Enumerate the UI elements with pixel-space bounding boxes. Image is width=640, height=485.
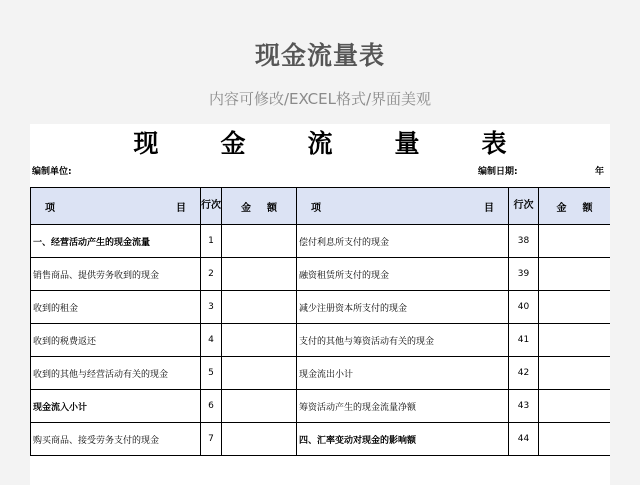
sheet-title-text: 现金流量表 — [133, 129, 569, 158]
cell-right-item[interactable]: 融资租赁所支付的现金 — [297, 258, 509, 291]
table-row — [31, 225, 611, 258]
cell-right-amount[interactable] — [539, 423, 611, 456]
cell-right-item[interactable]: 偿付利息所支付的现金 — [297, 225, 509, 258]
table-body — [31, 225, 611, 456]
date-label: 编制日期: — [478, 167, 518, 177]
cell-left-item[interactable]: 现金流入小计 — [31, 390, 201, 423]
cell-right-item[interactable]: 现金流出小计 — [297, 357, 509, 390]
cell-right-row-no[interactable]: 43 — [509, 390, 539, 423]
sheet-title — [30, 124, 610, 160]
cell-right-item[interactable]: 筹资活动产生的现金流量净额 — [297, 390, 509, 423]
cell-left-item[interactable]: 一、经营活动产生的现金流量 — [31, 225, 201, 258]
table-row — [31, 390, 611, 423]
cell-right-item[interactable]: 减少注册资本所支付的现金 — [297, 291, 509, 324]
cell-right-row-no[interactable]: 41 — [509, 324, 539, 357]
cell-right-amount[interactable] — [539, 258, 611, 291]
cell-left-amount[interactable] — [222, 357, 297, 390]
cell-left-row-no[interactable]: 2 — [201, 258, 222, 291]
cell-left-row-no[interactable]: 7 — [201, 423, 222, 456]
table-row — [31, 357, 611, 390]
cell-left-amount[interactable] — [222, 423, 297, 456]
cell-left-row-no[interactable]: 6 — [201, 390, 222, 423]
header-item-left[interactable] — [31, 188, 201, 225]
header-row-no-left[interactable]: 行次 — [201, 188, 222, 225]
header-item-left-xiang: 项 — [45, 202, 55, 214]
spreadsheet-sheet — [30, 124, 610, 485]
page-title: 现金流量表 — [254, 41, 385, 70]
cell-left-row-no[interactable]: 5 — [201, 357, 222, 390]
page-subtitle: 内容可修改/EXCEL格式/界面美观 — [208, 90, 432, 108]
cell-left-item[interactable]: 收到的税费返还 — [31, 324, 201, 357]
table-row — [31, 291, 611, 324]
cell-left-row-no[interactable]: 1 — [201, 225, 222, 258]
cell-right-amount[interactable] — [539, 390, 611, 423]
unit-label: 编制单位: — [32, 167, 72, 177]
cell-left-item[interactable]: 销售商品、提供劳务收到的现金 — [31, 258, 201, 291]
table-header-row — [31, 188, 611, 225]
table-row — [31, 423, 611, 456]
header-amount-left[interactable]: 金额 — [222, 188, 297, 225]
cell-left-item[interactable]: 收到的其他与经营活动有关的现金 — [31, 357, 201, 390]
header-row-no-right[interactable]: 行次 — [509, 188, 539, 225]
cell-right-amount[interactable] — [539, 225, 611, 258]
cell-left-row-no[interactable]: 3 — [201, 291, 222, 324]
table-row — [31, 258, 611, 291]
cash-flow-table — [30, 187, 610, 456]
cell-left-amount[interactable] — [222, 258, 297, 291]
year-label: 年 — [595, 167, 605, 177]
cell-right-row-no[interactable]: 38 — [509, 225, 539, 258]
cell-right-amount[interactable] — [539, 357, 611, 390]
header-item-right-mu: 目 — [484, 202, 494, 214]
date-field — [478, 164, 605, 177]
cell-right-row-no[interactable]: 44 — [509, 423, 539, 456]
cell-left-amount[interactable] — [222, 225, 297, 258]
cell-right-row-no[interactable]: 39 — [509, 258, 539, 291]
header-item-right[interactable] — [297, 188, 509, 225]
cell-left-item[interactable]: 购买商品、接受劳务支付的现金 — [31, 423, 201, 456]
header-amount-right[interactable]: 金额 — [539, 188, 611, 225]
cell-right-row-no[interactable]: 42 — [509, 357, 539, 390]
cell-right-amount[interactable] — [539, 291, 611, 324]
cell-left-row-no[interactable]: 4 — [201, 324, 222, 357]
header-item-left-mu: 目 — [176, 202, 186, 214]
cell-left-amount[interactable] — [222, 291, 297, 324]
cell-right-row-no[interactable]: 40 — [509, 291, 539, 324]
cell-right-item[interactable]: 支付的其他与筹资活动有关的现金 — [297, 324, 509, 357]
header-item-right-xiang: 项 — [311, 202, 321, 214]
cell-right-item[interactable]: 四、汇率变动对现金的影响额 — [297, 423, 509, 456]
cell-left-amount[interactable] — [222, 390, 297, 423]
cell-left-item[interactable]: 收到的租金 — [31, 291, 201, 324]
cell-left-amount[interactable] — [222, 324, 297, 357]
cell-right-amount[interactable] — [539, 324, 611, 357]
table-row — [31, 324, 611, 357]
